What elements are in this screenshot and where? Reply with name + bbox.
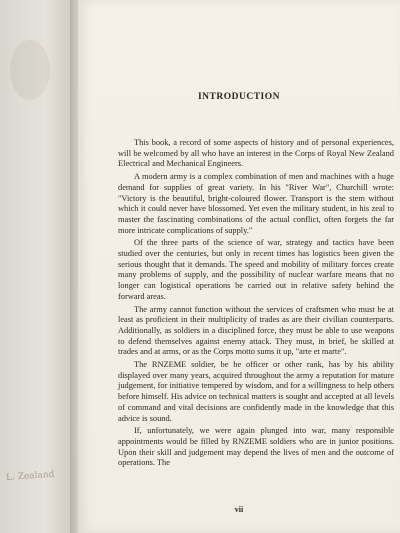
- page-stain: [10, 40, 50, 100]
- page-number: vii: [234, 505, 244, 514]
- paragraph-3: Of the three parts of the science of war, strategy and tactics have been studied over the centuries, but only in recent times has logistics been given the serious thought that it demands. The speed and mobility of military forces create many problems of supply, and the possibility of nuclear warfare means that no longer can logistical operations be carried out in relative safety behind the forward areas.: [118, 238, 394, 301]
- paragraph-4: The army cannot function without the services of craftsmen who must be at least as proficient in their multiplicity of trades as are their civilian counterparts. Additionally, as soldiers in a disciplined force, they must be able to use weapons to defend themselves against enemy attack. They must, in brief, be skilled at trades and at arms, or as the Corps motto sums it up, "arte et marte".: [118, 304, 394, 357]
- page-title: INTRODUCTION: [197, 92, 280, 102]
- book-page: [78, 0, 400, 533]
- paragraph-6: If, unfortunately, we were again plunged into war, many responsible appointments would be filled by RNZEME soldiers who are in junior positions. Upon their skill and judgement may depend the lives of men and the outcome of operations. The: [118, 426, 394, 468]
- facing-page: [0, 0, 74, 533]
- facing-page-handwriting: L. Zealand: [5, 469, 55, 484]
- page-body: [118, 138, 394, 471]
- paragraph-5: The RNZEME soldier, be he officer or other rank, has by his ability displayed over many years, acquired throughout the army a reputation for mature judgement, for initiative tempered by wisdom, and for a willingness to help others before himself. His advice on technical matters is sought and accepted at all levels of command and vital decisions are confidently made in the knowledge that this advice is sound.: [118, 360, 394, 423]
- paragraph-2: A modern army is a complex combination of men and machines with a huge demand for supplies of great variety. In his "River War", Churchill wrote: "Victory is the beautiful, bright-coloured flower. Transport is the stem without which it could never have blossomed. Yet even the military student, in his zeal to master the fascinating combinations of the actual conflict, often forgets the far more intricate complications of supply.": [118, 172, 394, 235]
- paragraph-1: This book, a record of some aspects of history and of personal experiences, will be welcomed by all who have an interest in the Corps of Royal New Zealand Electrical and Mechanical Engineers.: [118, 138, 394, 169]
